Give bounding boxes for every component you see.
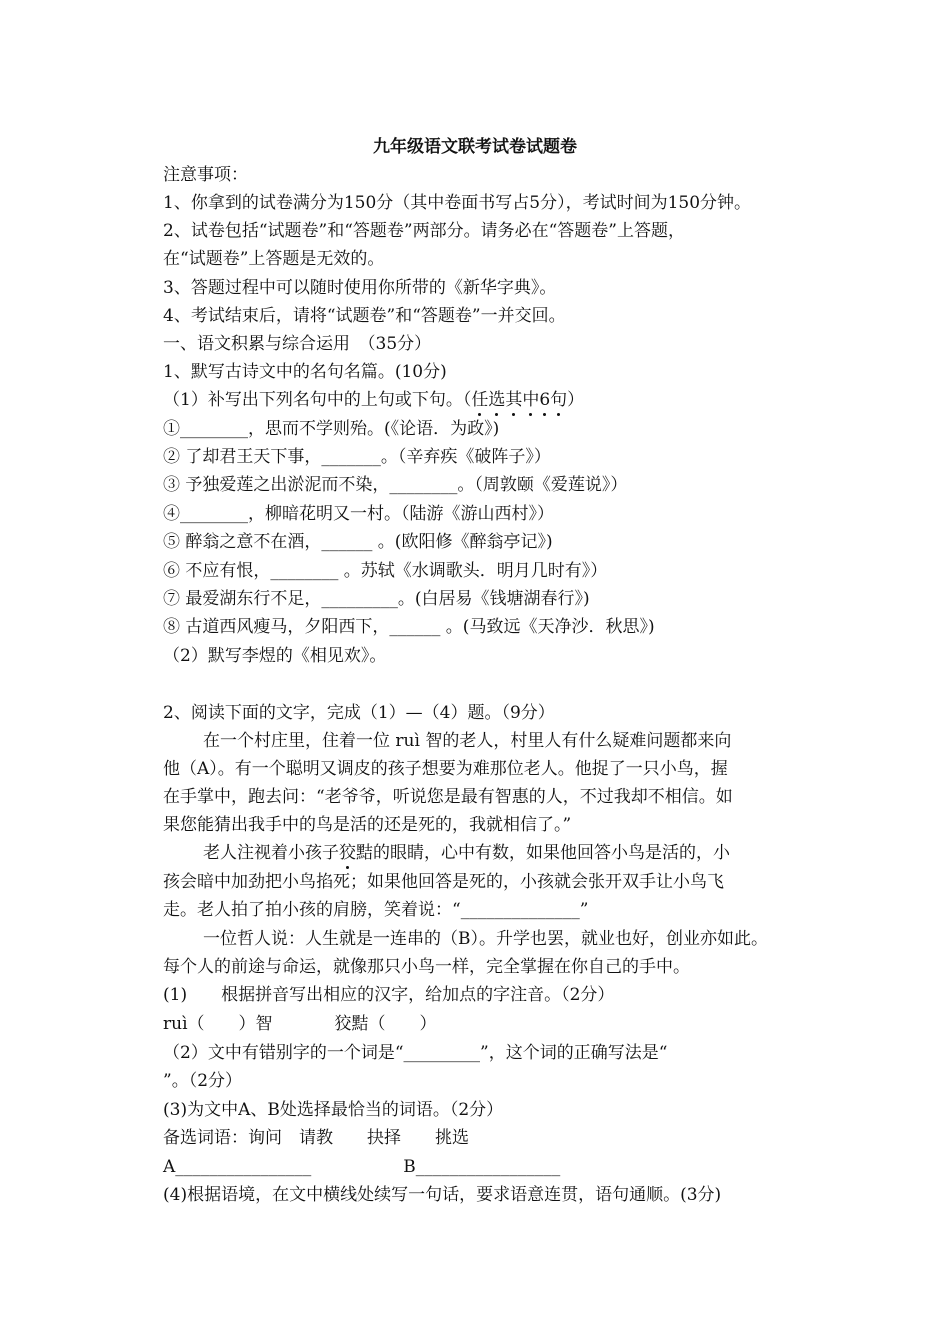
notice-item: 1、你拿到的试卷满分为150分（其中卷面书写占5分），考试时间为150分钟。 [163,193,752,213]
section-heading: 一、语文积累与综合运用 （35分） [163,334,432,354]
passage-line: 在一个村庄里，住着一位 ruì 智的老人，村里人有什么疑难问题都来向 [203,731,732,751]
emphasis-char: 中 [522,390,540,410]
answer-slot-b: B_________________ [403,1157,561,1177]
fill-in-line: ④________，柳暗花明又一村。（陆游《游山西村》） [163,504,554,524]
question-1-heading: 1、默写古诗文中的名句名篇。(10分) [163,362,447,382]
notice-item: 2、试卷包括“试题卷”和“答题卷”两部分。请务必在“答题卷”上答题， [163,221,685,241]
fill-in-line: ⑧ 古道西风瘦马，夕阳西下，______ 。(马致远《天净沙．秋思》) [163,617,655,637]
emphasis-char: 6 [539,390,551,410]
passage-line [163,842,843,864]
passage-line: 一位哲人说：人生就是一连串的（B）。升学也罢，就业也好，创业亦如此。 [203,929,768,949]
notice-heading: 注意事项： [163,165,248,185]
passage-line: 走。老人拍了拍小孩的肩膀，笑着说：“______________” [163,900,589,920]
answer-lines [163,1156,803,1178]
passage-line: 他（A）。有一个聪明又调皮的孩子想要为难那位老人。他捉了一只小鸟，握 [163,759,728,779]
emphasis-char: 句 [550,390,568,410]
passage-line: 果您能猜出我手中的鸟是活的还是死的，我就相信了。” [163,815,572,835]
emphasis-char: 选 [488,390,506,410]
question-1-sub-1 [163,389,803,411]
question-1-sub-2: （2）默写李煜的《相见欢》。 [163,646,387,666]
question-2-heading: 2、阅读下面的文字，完成（1）—（4）题。（9分） [163,703,555,723]
passage-line: 孩会暗中加劲把小鸟掐死；如果他回答是死的，小孩就会张开双手让小鸟飞 [163,872,724,892]
sub1-suffix: ） [567,390,585,410]
passage-line: 在手掌中，跑去问：“老爷爷，听说您是最有智惠的人，不过我却不相信。如 [163,787,733,807]
emphasis-char: 狡 [339,843,356,863]
question-2-sub-4: (4)根据语境，在文中横线处续写一句话，要求语意连贯，语句通顺。(3分) [163,1185,722,1205]
fill-in-line: ①________，思而不学则殆。(《论语．为政》) [163,419,500,439]
question-2-sub-1-answers [163,1013,803,1035]
passage-text: 老人注视着小孩子 [203,843,339,863]
emphasis-char: 任 [471,390,489,410]
page-title: 九年级语文联考试卷试题卷 [373,137,577,157]
notice-item: 4、考试结束后，请将“试题卷”和“答题卷”一并交回。 [163,306,566,326]
fill-in-line: ② 了却君王天下事，_______。（辛弃疾《破阵子》） [163,447,551,467]
question-2-sub-3: (3)为文中A、B处选择最恰当的词语。（2分） [163,1100,504,1120]
answer-slot-a: A________________ [163,1157,312,1177]
fill-in-line: ⑤ 醉翁之意不在酒，______ 。(欧阳修《醉翁亭记》) [163,532,553,552]
question-2-sub-2: （2）文中有错别字的一个词是“_________”，这个词的正确写法是“ [163,1043,668,1063]
fill-in-line: ⑦ 最爱湖东行不足，_________。(白居易《钱塘湖春行》) [163,589,590,609]
fill-in-line: ③ 予独爱莲之出淤泥而不染，________。（周敦颐《爱莲说》） [163,475,628,495]
word-options: 备选词语：询问 请教 抉择 挑选 [163,1128,469,1148]
emphasis-char: 其 [505,390,523,410]
passage-text: 黠的眼睛，心中有数，如果他回答小鸟是活的，小 [356,843,730,863]
sub1-prefix: （1）补写出下列名句中的上句或下句。（ [163,390,472,410]
question-2-sub-2-cont: ”。（2分） [163,1071,243,1091]
passage-line: 每个人的前途与命运，就像那只小鸟一样，完全掌握在你自己的手中。 [163,957,690,977]
notice-item: 3、答题过程中可以随时使用你所带的《新华字典》。 [163,278,557,298]
answer-slot: ruì（ ）智 [163,1014,273,1034]
question-2-sub-1: (1) 根据拼音写出相应的汉字，给加点的字注音。（2分） [163,985,615,1005]
fill-in-line: ⑥ 不应有恨，________ 。苏轼《水调歌头．明月几时有》） [163,561,608,581]
notice-item: 在“试题卷”上答题是无效的。 [163,249,385,269]
answer-slot: 狡黠（ ） [334,1014,437,1034]
